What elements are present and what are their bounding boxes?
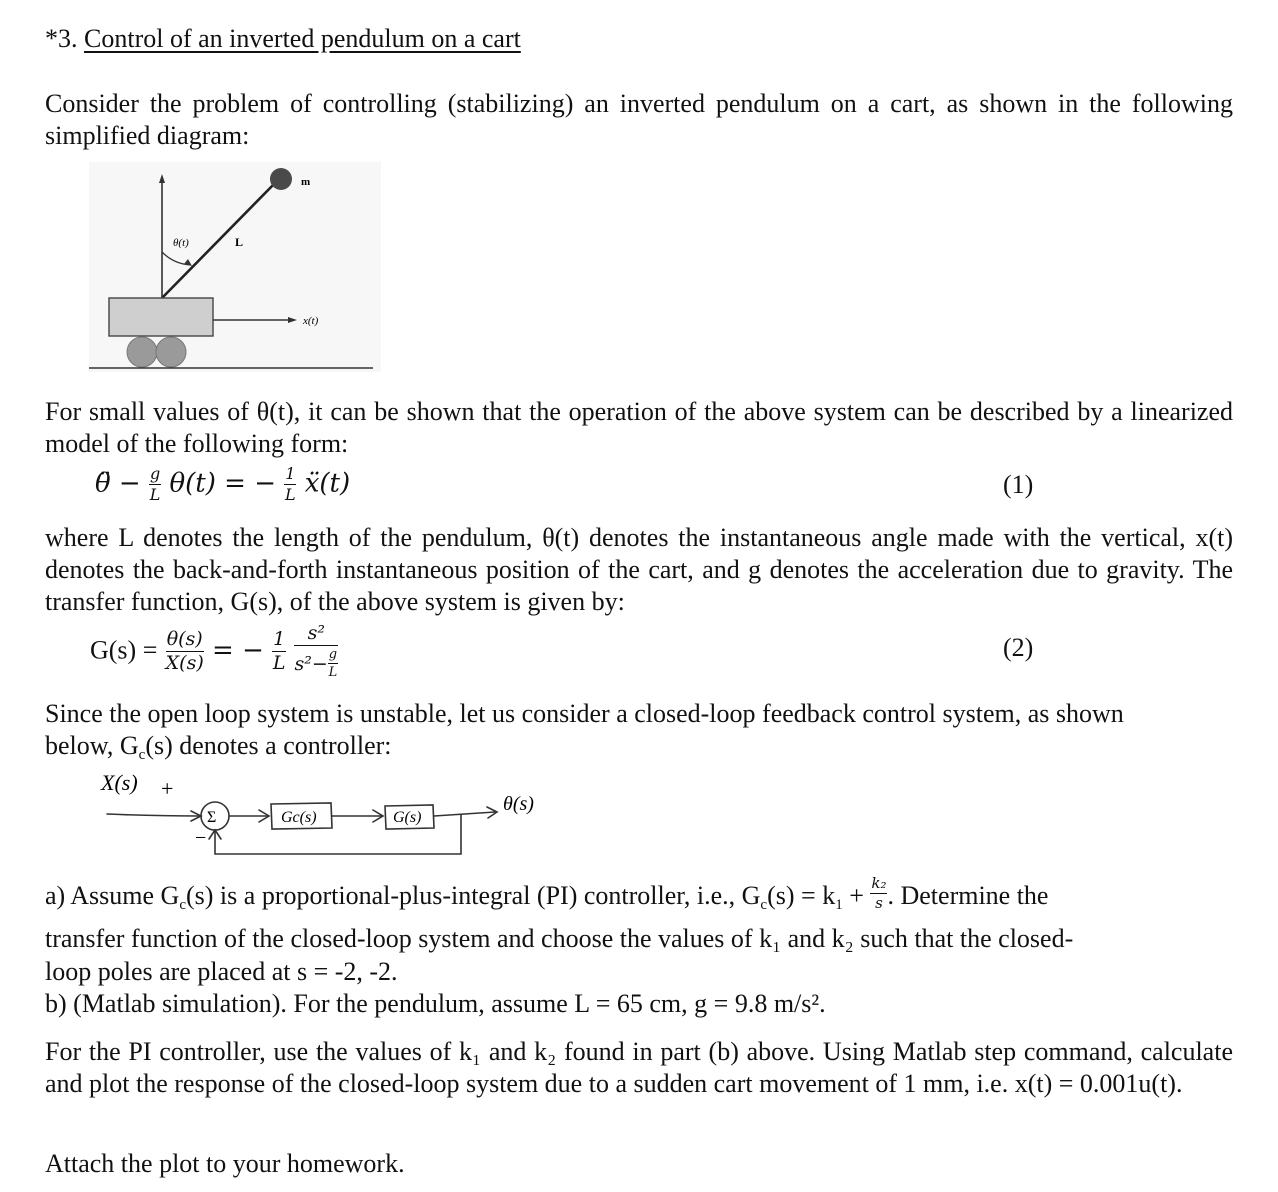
part-a-line1-c: (s) = k [767,881,836,910]
part-a-line2: transfer function of the closed-loop system and choose the values of k₁ and k₂ such that the closed- [45,924,1074,953]
eq1-g: g [149,464,161,483]
pendulum-mass [270,168,292,190]
problem-title [45,24,521,54]
eq2-den3 [294,646,338,679]
eq1-theta-ddot: θ̈ − [95,468,141,499]
pendulum-cart-figure [85,160,385,375]
equation-1 [95,466,350,503]
part-a-sub3: 1 [835,897,843,913]
cart-wheel-right [156,337,186,367]
eq1-theta-t: θ(t) = − [169,468,276,499]
eq1-one-over-L [284,466,296,503]
eq2-g-over-L [328,648,338,679]
eq2-theta-over-x [166,630,204,673]
diagram-input-label: X(s) [101,770,138,795]
part-a-line1-e: . Determine the [887,881,1049,910]
cart-wheel-left [127,337,157,367]
feedback-line [215,815,461,854]
closed-loop-line2-sub: c [138,747,146,763]
problem-number: *3. [45,24,78,53]
output-line [434,812,495,816]
closed-loop-line2-a: below, G [45,731,139,760]
equation-2-number: (2) [1003,633,1034,662]
part-a-sub2: c [760,897,768,913]
eq1-L2: L [285,485,296,504]
part-a-line3: loop poles are placed at s = -2, -2. [45,957,398,986]
diagram-sum-symbol: Σ [207,809,217,826]
input-arrow-line [107,814,199,816]
eq1-one: 1 [285,464,296,483]
diagram-minus-sign: − [195,827,207,849]
attach-instruction: Attach the plot to your homework. [45,1149,405,1178]
eq1-L: L [149,485,161,504]
diagram-plant-label: G(s) [393,809,422,826]
angle-label: θ(t) [173,237,189,249]
eq2-num2: 1 [273,628,286,650]
eq1-rhs: ẍ(t) [304,468,351,499]
part-a-sub1: c [179,897,186,913]
diagram-output-label: θ(s) [503,793,534,815]
part-a-line1-a: a) Assume G [45,881,180,910]
eq2-equals-minus: = − [212,635,264,666]
linearized-paragraph: For small values of θ(t), it can be shown that the operation of the above system can be described by a linearized model of the following form: [45,397,1233,458]
mass-label: m [301,176,311,188]
diagram-plus-sign: + [161,776,174,801]
part-a-frac-num: k₂ [871,874,887,892]
intro-paragraph: Consider the problem of controlling (stabilizing) an inverted pendulum on a cart, as shown in the following simplified diagram: [45,89,1233,150]
where-paragraph: where L denotes the length of the pendulum, θ(t) denotes the instantaneous angle made with the vertical, x(t) denotes the back-and-forth instantaneous position of the cart, and g denotes the acceleration due to gravity. The transfer function, G(s), of the above system is given by: [45,523,1233,616]
eq2-lhs: G(s) = [90,635,158,665]
feedback-block-diagram [95,768,585,860]
part-a-paragraph [45,876,1233,988]
pi-controller-paragraph: For the PI controller, use the values of k₁ and k₂ found in part (b) above. Using Matlab step command, calculate and plot the response of the closed-loop system due to a sudden cart movement of 1 mm, i.e. x(t) = 0.001u(t). [45,1037,1233,1098]
eq2-den3-L: L [328,665,338,680]
eq2-s2-fraction [294,624,338,679]
equation-1-number: (1) [1003,470,1034,499]
eq2-one-over-L [272,630,286,673]
eq2-den1: X(s) [165,652,204,674]
position-label: x(t) [303,315,319,327]
part-a-k2-over-s [870,876,887,911]
eq2-num1: θ(s) [166,628,203,650]
eq2-den3-g: g [328,647,338,662]
part-b-paragraph: b) (Matlab simulation). For the pendulum, assume L = 65 cm, g = 9.8 m/s². [45,989,826,1018]
eq2-num3: s² [294,624,338,646]
closed-loop-line1: Since the open loop system is unstable, let us consider a closed-loop feedback control system, as shown [45,699,1124,728]
eq2-den3-a: s²− [294,653,328,675]
equation-2 [90,624,338,679]
eq1-g-over-L [149,466,161,503]
closed-loop-line2-b: (s) denotes a controller: [145,731,392,760]
eq2-den2: L [272,652,286,674]
part-a-line1-b: (s) is a proportional-plus-integral (PI) controller, i.e., G [186,881,761,910]
part-a-frac-den: s [875,894,883,912]
diagram-controller-label: Gc(s) [281,809,317,826]
problem-title-text: Control of an inverted pendulum on a cart [84,24,521,53]
part-a-line1-d: + [842,881,871,910]
length-label: L [235,235,244,249]
cart-body [109,298,213,336]
closed-loop-paragraph [45,698,1233,771]
